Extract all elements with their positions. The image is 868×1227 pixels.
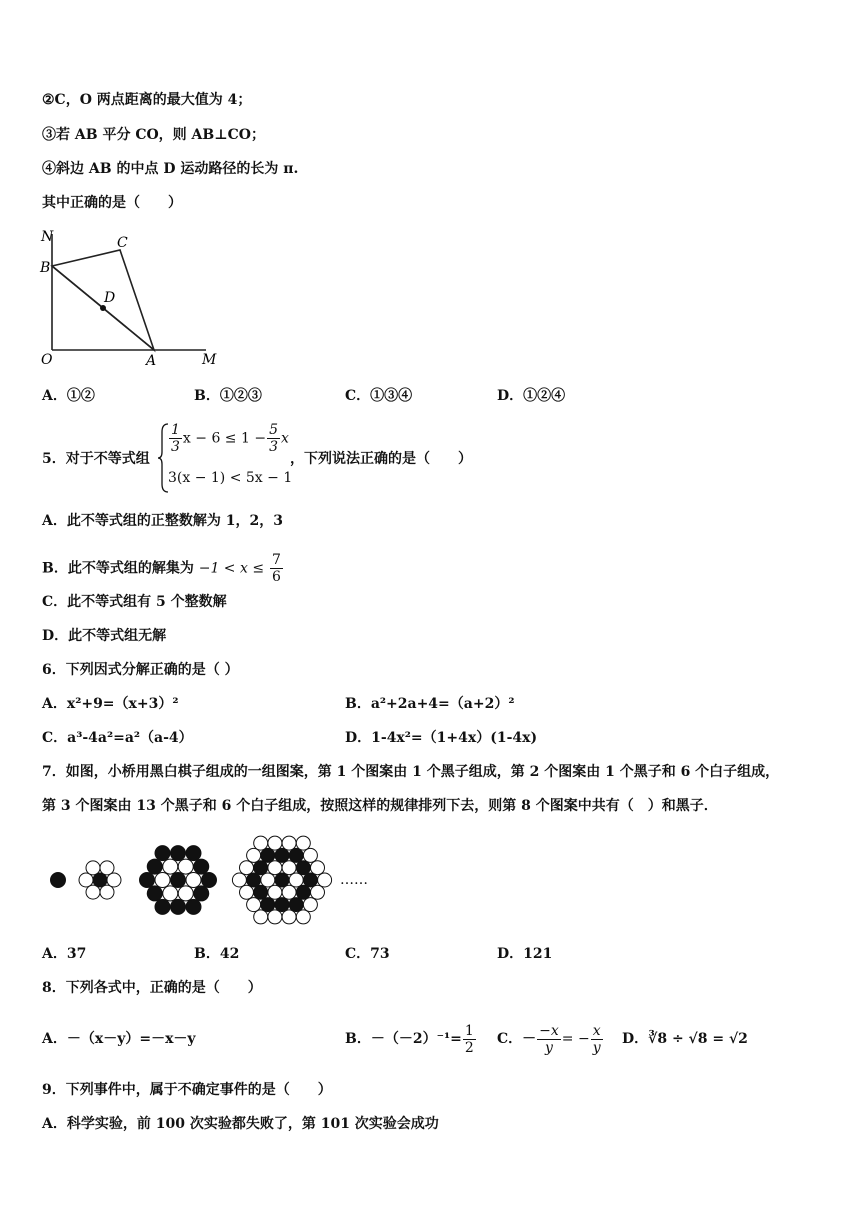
white-piece: [282, 836, 296, 850]
q4-option-b: B．①②③: [194, 388, 262, 404]
q5-inequality-system: $\frac{1}{3}$ x − 6 ≤ 1 − $\frac{5}{3}$ x 3(x − 1) < 5x − 1: [158, 422, 288, 494]
q8-stem: 8．下列各式中，正确的是（ ）: [42, 980, 262, 996]
black-piece: [171, 846, 186, 861]
black-piece: [186, 846, 201, 861]
black-piece: [296, 861, 310, 875]
white-piece: [178, 859, 193, 874]
q4-prompt: 其中正确的是（ ）: [42, 195, 182, 211]
black-piece: [289, 898, 303, 912]
black-piece: [303, 873, 317, 887]
black-piece: [155, 899, 170, 914]
white-piece: [86, 885, 100, 899]
white-piece: [289, 873, 303, 887]
q7-option-b: B．42: [194, 946, 240, 962]
white-piece: [318, 873, 332, 887]
q5-option-a: A．此不等式组的正整数解为 1，2，3: [42, 513, 283, 529]
label-C: C: [117, 235, 128, 251]
q5-stem-end: ，下列说法正确的是（ ）: [290, 451, 472, 467]
black-piece: [275, 873, 289, 887]
white-piece: [282, 910, 296, 924]
q7-pattern-figure: [40, 828, 370, 928]
label-M: M: [202, 352, 217, 368]
white-piece: [186, 873, 201, 888]
white-piece: [303, 898, 317, 912]
white-piece: [296, 910, 310, 924]
black-piece: [254, 861, 268, 875]
white-piece: [282, 885, 296, 899]
q6-option-b: B．a²+2a+4=（a+2）²: [345, 696, 515, 712]
q5-option-b: B．此不等式组的解集为 −1 < x ≤ $\frac{7}{6}$: [42, 552, 281, 585]
black-piece: [140, 873, 155, 888]
white-piece: [303, 848, 317, 862]
white-piece: [268, 836, 282, 850]
white-piece: [268, 861, 282, 875]
q6-option-d: D．1-4x²=（1+4x）(1-4x): [345, 730, 538, 746]
q4-geometry-figure: [36, 226, 226, 372]
black-piece: [296, 885, 310, 899]
white-piece: [178, 886, 193, 901]
white-piece: [254, 910, 268, 924]
white-piece: [100, 861, 114, 875]
label-N: N: [41, 229, 54, 245]
q7-option-a: A．37: [42, 946, 87, 962]
black-piece: [194, 859, 209, 874]
white-piece: [232, 873, 246, 887]
label-O: O: [41, 352, 53, 368]
q9-option-a: A．科学实验，前 100 次实验都失败了，第 101 次实验会成功: [42, 1116, 439, 1132]
black-piece: [202, 873, 217, 888]
q5-option-d: D．此不等式组无解: [42, 628, 167, 644]
q9-stem: 9．下列事件中，属于不确定事件的是（ ）: [42, 1082, 332, 1098]
label-A: A: [146, 353, 157, 369]
black-piece: [93, 873, 107, 887]
black-piece: [261, 848, 275, 862]
black-piece: [275, 898, 289, 912]
white-piece: [100, 885, 114, 899]
white-piece: [254, 836, 268, 850]
white-piece: [163, 886, 178, 901]
black-piece: [194, 886, 209, 901]
white-piece: [268, 885, 282, 899]
q7-stem-line2: 第 3 个图案由 13 个黑子和 6 个白子组成，按照这样的规律排列下去，则第 8 个图案中共有（ ）和黑子．: [42, 798, 718, 814]
black-piece: [171, 873, 186, 888]
q6-option-c: C．a³-4a²=a²（a-4）: [42, 730, 193, 746]
white-piece: [311, 861, 325, 875]
q8-option-d: D．∛8 ÷ √8 = √2: [622, 1031, 748, 1047]
black-piece: [186, 899, 201, 914]
q4-option-a: A．①②: [42, 388, 95, 404]
white-piece: [86, 861, 100, 875]
black-piece: [275, 848, 289, 862]
q7-stem-line1: 7．如图，小桥用黑白棋子组成的一组图案，第 1 个图案由 1 个黑子组成，第 2 个图案由 1 个黑子和 6 个白子组成，: [42, 764, 780, 780]
black-piece: [289, 848, 303, 862]
white-piece: [163, 859, 178, 874]
white-piece: [240, 885, 254, 899]
white-piece: [296, 836, 310, 850]
label-D: D: [104, 290, 116, 306]
q7-option-d: D．121: [497, 946, 553, 962]
q4-statement-2: ②C，O 两点距离的最大值为 4；: [42, 92, 252, 108]
white-piece: [240, 861, 254, 875]
q4-option-c: C．①③④: [345, 388, 413, 404]
q5-stem-start: 5．对于不等式组: [42, 451, 150, 467]
black-piece: [147, 859, 162, 874]
white-piece: [247, 848, 261, 862]
black-piece: [147, 886, 162, 901]
q7-ellipsis: ……: [340, 872, 368, 888]
white-piece: [247, 898, 261, 912]
q7-option-c: C．73: [345, 946, 390, 962]
white-piece: [79, 873, 93, 887]
black-piece: [171, 899, 186, 914]
q4-statement-4: ④斜边 AB 的中点 D 运动路径的长为 π.: [42, 161, 299, 177]
q8-option-a: A．－（x－y）=－x－y: [42, 1031, 196, 1047]
black-piece: [51, 873, 66, 888]
black-piece: [247, 873, 261, 887]
q6-stem: 6．下列因式分解正确的是（ ）: [42, 662, 239, 678]
q8-option-b: B．－（－2）⁻¹= $\frac{1}{2}$: [345, 1022, 474, 1056]
q6-option-a: A．x²+9=（x+3）²: [42, 696, 179, 712]
q5-option-c: C．此不等式组有 5 个整数解: [42, 594, 227, 610]
white-piece: [311, 885, 325, 899]
white-piece: [268, 910, 282, 924]
white-piece: [261, 873, 275, 887]
white-piece: [282, 861, 296, 875]
label-B: B: [40, 260, 51, 276]
q8-option-c: C．－ $\frac{-x}{y}$ = − $\frac{x}{y}$: [497, 1022, 601, 1056]
q4-statement-3: ③若 AB 平分 CO，则 AB⊥CO；: [42, 127, 266, 143]
white-piece: [155, 873, 170, 888]
white-piece: [107, 873, 121, 887]
black-piece: [254, 885, 268, 899]
q4-option-d: D．①②④: [497, 388, 566, 404]
black-piece: [155, 846, 170, 861]
black-piece: [261, 898, 275, 912]
